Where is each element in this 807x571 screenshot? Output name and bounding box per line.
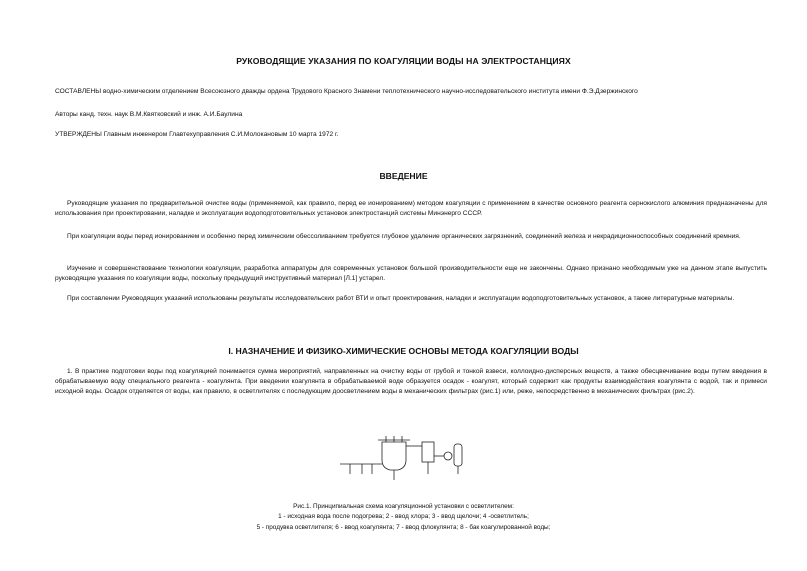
intro-paragraph-4: При составлении Руководящих указаний использованы результаты исследовательских работ ВТИ и опыт проектирования, наладки и эксплуатации водоподготовительных установок, а также литературные материалы. [67, 295, 735, 302]
authors-line: Авторы канд. техн. наук В.М.Квятковский и инж. А.И.Баулина [55, 111, 243, 118]
document-title: РУКОВОДЯЩИЕ УКАЗАНИЯ ПО КОАГУЛЯЦИИ ВОДЫ НА ЭЛЕКТРОСТАНЦИЯХ [236, 56, 571, 66]
intro-paragraph-1: Руководящие указания по предварительной очистке воды (применяемой, как правило, перед ее ионированием) методом коагуляции с применением в качестве основного реагента сернокислого алюминия предназначены для использования при проектировании, наладке и эксплуатации водоподготовительных установок электростанций системы Минэнерго СССР. [55, 200, 767, 218]
section-1-paragraph-1: 1. В практике подготовки воды под коагуляцией понимается сумма мероприятий, направленных на очистку воды от грубой и тонкой взвеси, коллоидно-дисперсных веществ, а также обесцвечивание воды путем введения в обрабатываемую воду специального реагента - коагулянта. При введении коагулянта в обрабатываемой воде образуется осадок - коагулят, который содержит как продукты взаимодействия коагулянта с водой, так и примеси исходной воды. Осадок отделяется от воды, как правило, в осветлителях с последующим доосветлением воды в механических фильтрах (рис.1) или, реже, непосредственно в механических фильтрах (рис.2). [55, 368, 767, 396]
figure-caption [0, 502, 807, 533]
coagulated-water-tank [422, 442, 434, 462]
figure-caption-legend-2: 5 - продувка осветлителя; 6 - ввод коагулянта; 7 - ввод флокулянта; 8 - бак коагулированной воды; [256, 523, 551, 531]
clarifier-vessel [382, 442, 406, 470]
mechanical-filter [454, 444, 462, 466]
approved-line: УТВЕРЖДЕНЫ Главным инженером Главтехуправления С.И.Молокановым 10 марта 1972 г. [55, 131, 339, 138]
pump [444, 452, 452, 460]
intro-paragraph-2: При коагуляции воды перед ионированием и особенно перед химическим обессоливанием требуется глубокое удаление органических загрязнений, соединений железа и некрадиционноспособных соединений кремния. [67, 233, 741, 240]
figure-caption-title: Рис.1. Принципиальная схема коагуляционной установки с осветлителем: [293, 503, 514, 510]
section-1-heading: I. НАЗНАЧЕНИЕ И ФИЗИКО-ХИМИЧЕСКИЕ ОСНОВЫ МЕТОДА КОАГУЛЯЦИИ ВОДЫ [228, 346, 579, 356]
intro-heading: ВВЕДЕНИЕ [379, 171, 428, 181]
intro-paragraph-3: Изучение и совершенствование технологии коагуляции, разработка аппаратуры для современных установок большой производительности еще не закончены. Однако признано необходимым уже на данном этапе выпустить руководящие указания по коагуляции воды, поскольку предыдущий инструктивный материал [Л.1] устарел. [55, 265, 767, 283]
coagulation-scheme-diagram [340, 434, 470, 498]
figure-caption-legend-1: 1 - исходная вода после подогрева; 2 - ввод хлора; 3 - ввод щелочи; 4 -осветлитель; [278, 513, 529, 521]
compiled-by-line: СОСТАВЛЕНЫ водно-химическим отделением Всесоюзного дважды ордена Трудового Красного Знамени теплотехнического научно-исследовательского института имени Ф.Э.Дзержинского [55, 88, 638, 95]
